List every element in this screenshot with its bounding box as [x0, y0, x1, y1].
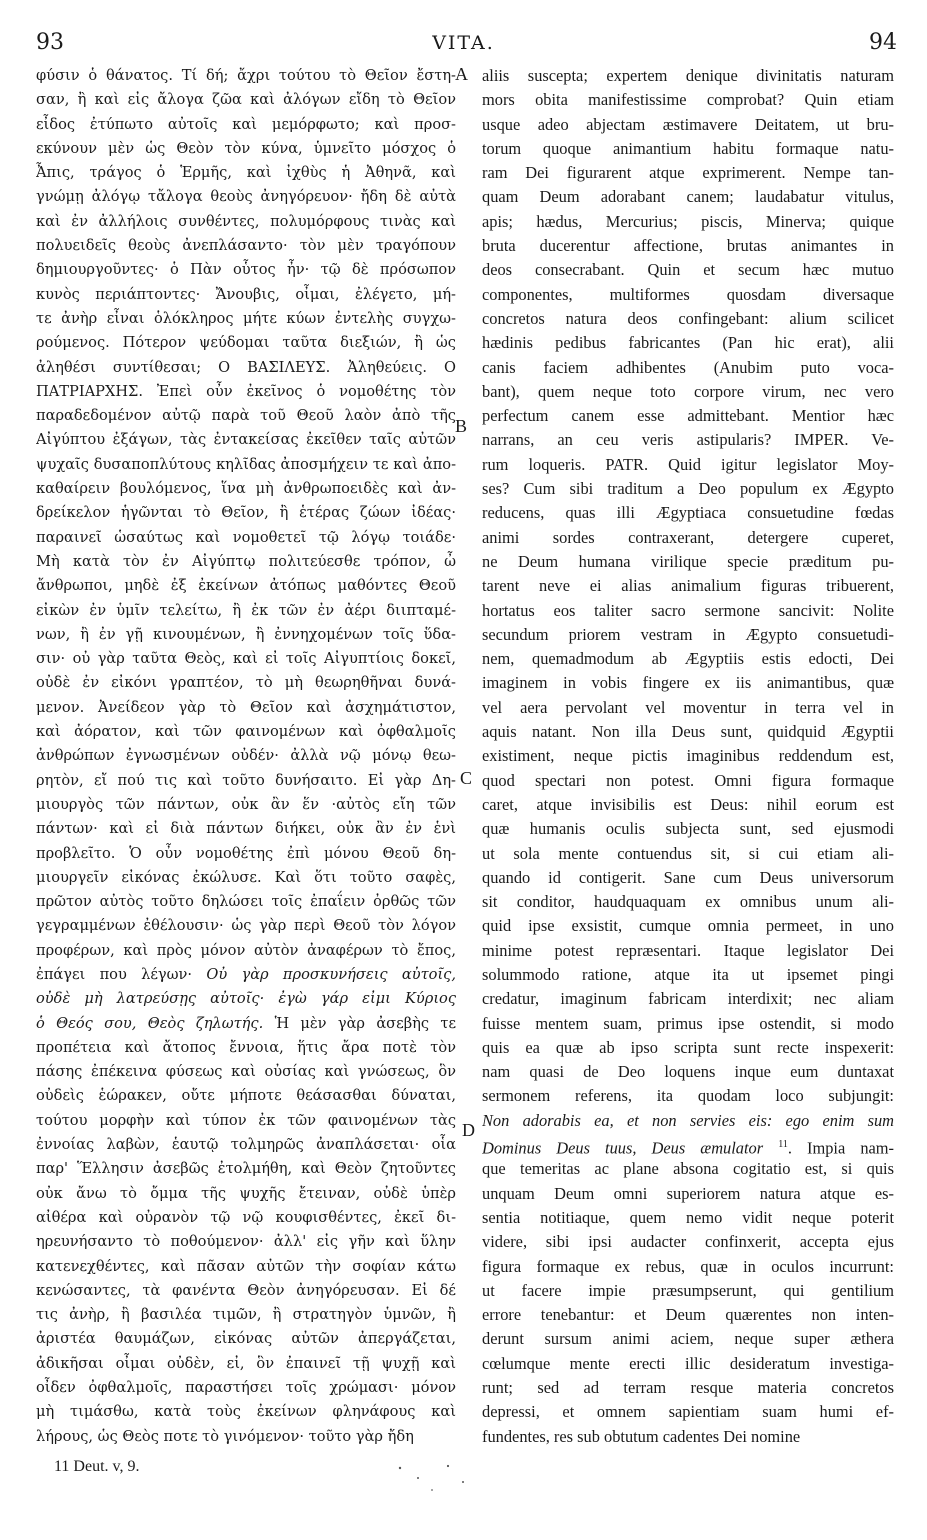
- greek-line: ὁ Θεός σου, Θεὸς ζηλωτής. Ἡ μὲν γὰρ ἀσεβὴς τε: [36, 1014, 456, 1032]
- latin-line: Non adorabis ea, et non servies eis: ego enim sum: [482, 1110, 894, 1130]
- latin-line: sentia notitiaque, quem nemo vidit neque poterit: [482, 1207, 894, 1227]
- latin-line: ses? Cum sibi traditum a Deo populum ex Ægypto: [482, 479, 894, 499]
- greek-line: ἀριστέα θαυμάζων, εἰκόνας αὐτῶν ἀπεργάζεται,: [36, 1330, 456, 1348]
- section-marker-b: B: [455, 416, 468, 436]
- greek-line: [36, 963, 456, 987]
- greek-line: ρητὸν, εἴ πού τις καὶ τοῦτο δυνήσαιτο. Εἰ γὰρ Δη-: [36, 771, 456, 789]
- greek-line: Μὴ κατὰ τὸν ἐν Αἰγύπτῳ πολιτεύεσθε τρόπον, ὦ: [36, 552, 456, 570]
- latin-quotation: Dominus Deus tuus, Deus æmulator: [482, 1138, 764, 1158]
- greek-line: μὴ τιμάσθω, κατὰ τοὺς ἐκείνων φληνάφους καὶ: [36, 1403, 456, 1421]
- greek-line: μενον. Ἀνείδεον γὰρ τὸ Θεῖον καὶ ἀσχημάτιστον,: [36, 698, 456, 716]
- latin-line: rum loqueris. PATR. Quid igitur legislator Moy-: [482, 454, 894, 474]
- greek-line: παραινεῖ ὡσαύτως καὶ νομοθετεῖ τῷ λόγῳ τοιάδε·: [36, 528, 456, 546]
- latin-line: animi sordes contraxerant, detergere cuperet,: [482, 527, 894, 547]
- latin-line: nem, quemadmodum ab Ægyptiis estis edocti, Dei: [482, 649, 894, 669]
- latin-line: aliis suscepta; expertem denique divinitatis naturam: [482, 66, 894, 85]
- greek-line: δρείκελον ἡγῶνται τὸ Θεῖον, ἢ ἑτέρας ζώων ἰδέας·: [36, 504, 456, 522]
- greek-line: κενώσαντες, τὰ φανέντα Θεὸν ἀνηγόρευσαν. Εἰ δέ: [36, 1281, 456, 1299]
- greek-line: σιν· οὐ γὰρ ταῦτα Θεὸς, καὶ εἰ τοῖς Αἰγυπτίοις δοκεῖ,: [36, 650, 456, 668]
- section-marker-d: D: [462, 1120, 475, 1140]
- latin-line: tarent neve ei alias animalium figuras tribuerent,: [482, 576, 894, 596]
- latin-line: unquam Deum omni superiorem natura atque es-: [482, 1183, 894, 1203]
- greek-line: λήρους, ὡς Θεὸς ποτε τὸ γινόμενον· τοῦτο γὰρ ἤδη: [36, 1427, 414, 1445]
- greek-line: ηρευνήσαντο τὸ ποθούμενον· ἀλλ' εἰς γῆν καὶ ὕλην: [36, 1233, 456, 1251]
- latin-line: quid ipse exsistit, cumque omnia permeet, in uno: [482, 916, 894, 936]
- latin-line: usque adeo abjectam æstimavere Deitatem, ut bru-: [482, 114, 894, 134]
- latin-line: bant), quem neque toto corpore virum, nec vero: [482, 381, 894, 401]
- latin-line: figura formaque ex rebus, quæ in oculos incurrunt:: [482, 1256, 894, 1276]
- note-reference: 11: [778, 1139, 788, 1151]
- greek-line: προφέρων, καὶ πρὸς μόνον αὐτὸν ἀναφέρων τὸ ἔπος,: [36, 941, 456, 959]
- latin-line: fundentes, res sub obtutum cadentes Dei nomine: [482, 1426, 801, 1446]
- latin-line: componentes, multiformes quosdam diversaque: [482, 284, 894, 304]
- latin-line: deos consecrabant. Quin et secum hæc mutuo: [482, 260, 894, 280]
- latin-line: cœlumque mente erecti illic desideratum investiga-: [482, 1353, 894, 1373]
- greek-line: δημιουργοῦντες· ὁ Πὰν οὗτος ἦν· τῷ δὲ πρόσωπον: [36, 261, 456, 279]
- latin-line: hortatus eos taliter sacro sermone sancivit: Nolite: [482, 600, 894, 620]
- latin-line: quod spectari non potest. Omni figura formaque: [482, 770, 894, 790]
- page-header: [0, 30, 927, 60]
- latin-line: nam quasi de Deo loquens inque eum duntaxat: [482, 1062, 894, 1082]
- greek-line: ἀνθρώπων ἐγνωσμένων οὐδέν· ἀλλὰ νῷ μόνῳ θεω-: [36, 747, 456, 765]
- greek-line: πάντων· καὶ εἰ διὰ πάντων διήκει, οὐκ ἂν ἐν ἑνὶ: [36, 820, 456, 838]
- latin-line: canis faciem adhibentes (Anubim puto voca-: [482, 357, 894, 377]
- greek-line: μιουργὸς τῶν πάντων, οὐκ ἂν ἕν ·αὐτὸς εἴη τῶν: [36, 795, 456, 813]
- latin-line: depressi, et omnem sapientiam suam humi ef-: [482, 1402, 894, 1422]
- latin-line: quis ea quæ ab ipso scripta sunt recte inspexerit:: [482, 1037, 894, 1057]
- greek-line: οὐκ ἄνω τὸ ὄμμα τῆς ψυχῆς ἔτειναν, οὐδὲ ὑπὲρ: [36, 1184, 456, 1202]
- greek-line: καὶ ἀόρατον, καὶ τῶν φαινομένων καὶ ὀφθαλμοῖς: [36, 723, 456, 741]
- greek-line: εκύνουν μὲν ὡς Θεὸν τὸν κύνα, ὑμνεῖτο μόσχος ὁ: [36, 139, 456, 157]
- greek-line: οὐδεὶς ἑώρακεν, οὔτε μήποτε θεάσασθαι δύναται,: [36, 1087, 456, 1105]
- greek-line: προπέτεια καὶ ἄτοπος ἔννοια, ἥτις ἄρα ποτὲ τὸν: [36, 1038, 456, 1056]
- latin-line: sermonem referens, ita quodam loco subjungit:: [482, 1086, 894, 1106]
- latin-line: que temeritas ac plane absona cogitatio est, si quis: [482, 1159, 894, 1179]
- page-number-right: 94: [869, 30, 897, 55]
- latin-line: vel aera pervolant vel moventur in terra vel in: [482, 697, 894, 717]
- latin-line: secundum priorem vestram in Ægypto consuetudi-: [482, 624, 894, 644]
- latin-line: perfectum canem esse admittebant. Mentior hæc: [482, 406, 894, 426]
- greek-line: οὐδὲ μὴ λατρεύσῃς αὐτοῖς· ἐγὼ γάρ εἰμι Κύριος: [36, 990, 456, 1008]
- greek-line: ἀληθέσι συντίθεσαι; Ο ΒΑΣΙΛΕΥΣ. Ἀληθεύεις. Ο: [36, 358, 456, 376]
- greek-line: ἀδικῆσαι οἶμαι οὐδὲν, εἰ, ὃν ἐπαινεῖ τῇ ψυχῇ καὶ: [36, 1354, 456, 1372]
- greek-line: πάσης ἐπέκεινα φύσεως καὶ οὐσίας καὶ γνώσεως, ὃν: [36, 1063, 456, 1081]
- latin-line: ne Deum humana virilique specie præditum pu-: [482, 551, 894, 571]
- greek-line: Αἰγύπτου ἐξάγων, τὰς ἐντακείσας ἐκεῖθεν ταῖς αὐτῶν: [36, 431, 456, 449]
- greek-line: αἰθέρα καὶ οὐρανὸν τῷ νῷ κουφισθέντες, ἐκεῖ δι-: [36, 1208, 456, 1226]
- greek-line: οἶδεν ὀφθαλμοῖς, παραστήσει τοῖς χρώμασι· μόνον: [36, 1379, 456, 1397]
- latin-line: imaginem in vobis fingere ex iis animantibus, quæ: [482, 673, 894, 693]
- latin-line: apis; hædus, Mercurius; piscis, Minerva; quique: [482, 211, 894, 231]
- latin-text: . Impia nam-: [787, 1138, 894, 1158]
- latin-line: ut sola mente contuendus sit, si cui etiam ali-: [482, 843, 894, 863]
- latin-line: sit conditor, haudquaquam ex omnibus unum ali-: [482, 892, 894, 912]
- greek-line: γνώμῃ ἀλόγῳ τἄλογα θεοὺς ἀνηγόρευον· ἤδη δὲ αὐτὰ: [36, 188, 456, 206]
- latin-line: reducens, quas illi Ægyptiaca consuetudine fœdas: [482, 503, 894, 523]
- greek-line: πρῶτον αὐτὸς τοῦτο δηλώσει τοῖς ἐπαΐειν ὀρθῶς τῶν: [36, 893, 456, 911]
- greek-line: κατενεχθέντες, καὶ πᾶσαν αὐτῶν τὴν σοφίαν κάτω: [36, 1257, 456, 1275]
- latin-line: derunt sursum animi aciem, neque super æthera: [482, 1329, 894, 1349]
- greek-column: [36, 64, 456, 1449]
- latin-line: fuisse mentem suam, primus ipse ostendit, si modo: [482, 1013, 894, 1033]
- greek-line: ψυχαῖς δυσαποπλύτους κηλῖδας ἀποσμήχειν τε καὶ ἀπο-: [36, 455, 456, 473]
- greek-line: κυνὸς περιάπτοντες· Ἄνουβις, οἶμαι, ἐλέγετο, μή-: [36, 285, 456, 303]
- latin-line: concretos natura deos confingebant: alium scilicet: [482, 308, 894, 328]
- latin-line: hædinis pedibus fabricantes (Pan hic erat), alii: [482, 333, 894, 353]
- greek-quotation: Οὐ γὰρ προσκυνήσεις αὐτοῖς,: [206, 965, 456, 983]
- greek-line: εἶδος ἐτύπωτο αὐτοῖς καὶ μεμόρφωτο; καὶ προσ-: [36, 115, 456, 133]
- greek-line: μιουργεῖν εἰκόνας ἐκώλυσε. Καὶ ὅτι τοῦτο σαφὲς,: [36, 868, 456, 886]
- greek-line: τε ἀνὴρ εἶναι ὁλόκληρος μήτε κύων ἐντελὴς συγχω-: [36, 309, 456, 327]
- latin-line: videre, sibi ipsi audacter confinxerit, accepta ejus: [482, 1232, 894, 1252]
- greek-line: νων, ἢ ἐν γῇ κινουμένων, ἢ ἐννηχομένων τοῖς ὕδα-: [36, 625, 456, 643]
- greek-line: εἰκὼν ἐν ὑμῖν τελείτω, ἢ ἐκ τῶν ἐν ἀέρι διιπταμέ-: [36, 601, 456, 619]
- section-marker-a: A: [455, 64, 468, 84]
- latin-line: quam Deum adorabant canem; laudabatur vitulus,: [482, 187, 894, 207]
- greek-line: πολυειδεῖς θεοὺς ἀνεπλάσαντο· τὸν μὲν τραγόπουν: [36, 237, 456, 255]
- latin-line: caret, atque invisibilis est Deus: nihil eorum est: [482, 794, 894, 814]
- greek-line: προβλεῖτο. Ὁ οὖν νομοθέτης ἐπὶ μόνου Θεοῦ δη-: [36, 844, 456, 862]
- latin-line: narrans, an ceu veris astipularis? IMPER. Ve-: [482, 430, 894, 450]
- greek-line: Ἆπις, τράγος ὁ Ἑρμῆς, καὶ ἰχθὺς ἡ Ἀθηνᾶ, καὶ: [36, 164, 456, 182]
- latin-line: minime potest repræsentari. Itaque legislator Dei: [482, 940, 894, 960]
- running-title: VITA.: [432, 32, 495, 54]
- latin-line: bruta ducerentur affectione, brutas animantes in: [482, 236, 894, 256]
- greek-line: τούτου μορφὴν καὶ τύπον ἐκ τῶν φαινομένων τὰς: [36, 1111, 456, 1129]
- latin-line: runt; sed ad terram resque materia concretos: [482, 1378, 894, 1398]
- latin-line: aquis natant. Non illa Deus sunt, quidquid Ægyptii: [482, 722, 894, 742]
- greek-line: τις ἀνὴρ, ἢ βασιλέα τιμῶν, ἢ στρατηγὸν ὑμνῶν, ἢ: [36, 1306, 456, 1324]
- greek-line: καὶ ἐν ἀλλήλοις συνθέντες, πολυμόρφους τινὰς καὶ: [36, 212, 456, 230]
- latin-line: ram Dei figurarent atque exprimerent. Nempe tan-: [482, 163, 894, 183]
- greek-line: ἄνθρωποι, μηδὲ ἐξ ἐκείνων ἀτόπως μαθόντες Θεοῦ: [36, 577, 456, 595]
- page-number-left: 93: [36, 30, 64, 55]
- greek-line: γεγραμμένων ἐθέλουσιν· ὡς γὰρ περὶ Θεοῦ τὸν λόγον: [36, 917, 456, 935]
- latin-line: mors obita manifestissime comprobat? Quin etiam: [482, 90, 894, 110]
- latin-line: errore tenebantur: et Deum quærentes non inten-: [482, 1305, 894, 1325]
- latin-line: torum quoque animantium habitu formaque natu-: [482, 138, 894, 158]
- greek-line: παραδεδομένον αὐτῷ παρὰ τοῦ Θεοῦ λαὸν ἀπὸ τῆς: [36, 407, 456, 425]
- greek-line: σαν, ἢ καὶ εἰς ἄλογα ζῶα καὶ ἀλόγων εἴδη τὸ Θεῖον: [36, 91, 456, 109]
- section-marker-c: C: [460, 768, 473, 788]
- greek-line: οὐδὲ ἐν εἰκόνι γραπτέον, τὸ μὴ θεωρηθῆναι δυνά-: [36, 674, 456, 692]
- greek-text: ἐπάγει που λέγων·: [36, 965, 193, 983]
- greek-line: φύσιν ὁ θάνατος. Τί δή; ἄχρι τούτου τὸ Θεῖον ἔστη-: [36, 67, 456, 84]
- latin-line: [482, 1133, 894, 1157]
- latin-line: credatur, imaginum fabricam interdixit; nec aliam: [482, 989, 894, 1009]
- greek-line: ἐννοίας λαβὼν, ἑαυτῷ τολμηρῶς ἀναπλάσεται· οἷα: [36, 1136, 456, 1154]
- latin-line: ut facere impie præsumpserunt, qui gentilium: [482, 1280, 894, 1300]
- footnote: 11 Deut. v, 9.: [54, 1458, 140, 1475]
- latin-line: existiment, neque pictis imaginibus reddendum est,: [482, 746, 894, 766]
- latin-line: quando id contigerit. Sane cum Deus universorum: [482, 867, 894, 887]
- greek-line: ρούμενος. Πότερον ψεύδομαι ταῦτα διεξιών, ἢ ὡς: [36, 334, 456, 352]
- latin-line: solummodo ratione, atque ita ut ipsemet pingi: [482, 964, 894, 984]
- latin-column: [482, 64, 894, 1449]
- greek-line: παρ' Ἕλλησιν ἀσεβῶς ἐτολμήθη, καὶ Θεὸν ζητοῦντες: [36, 1160, 456, 1178]
- latin-line: quæ humanis oculis subjecta sunt, sed ejusmodi: [482, 819, 894, 839]
- greek-line: καθαίρειν βουλόμενος, ἵνα μὴ ἀνθρωποειδὲς καὶ ἀν-: [36, 480, 456, 498]
- greek-line: ΠΑΤΡΙΑΡΧΗΣ. Ἐπεὶ οὖν ἐκεῖνος ὁ νομοθέτης τὸν: [36, 382, 456, 400]
